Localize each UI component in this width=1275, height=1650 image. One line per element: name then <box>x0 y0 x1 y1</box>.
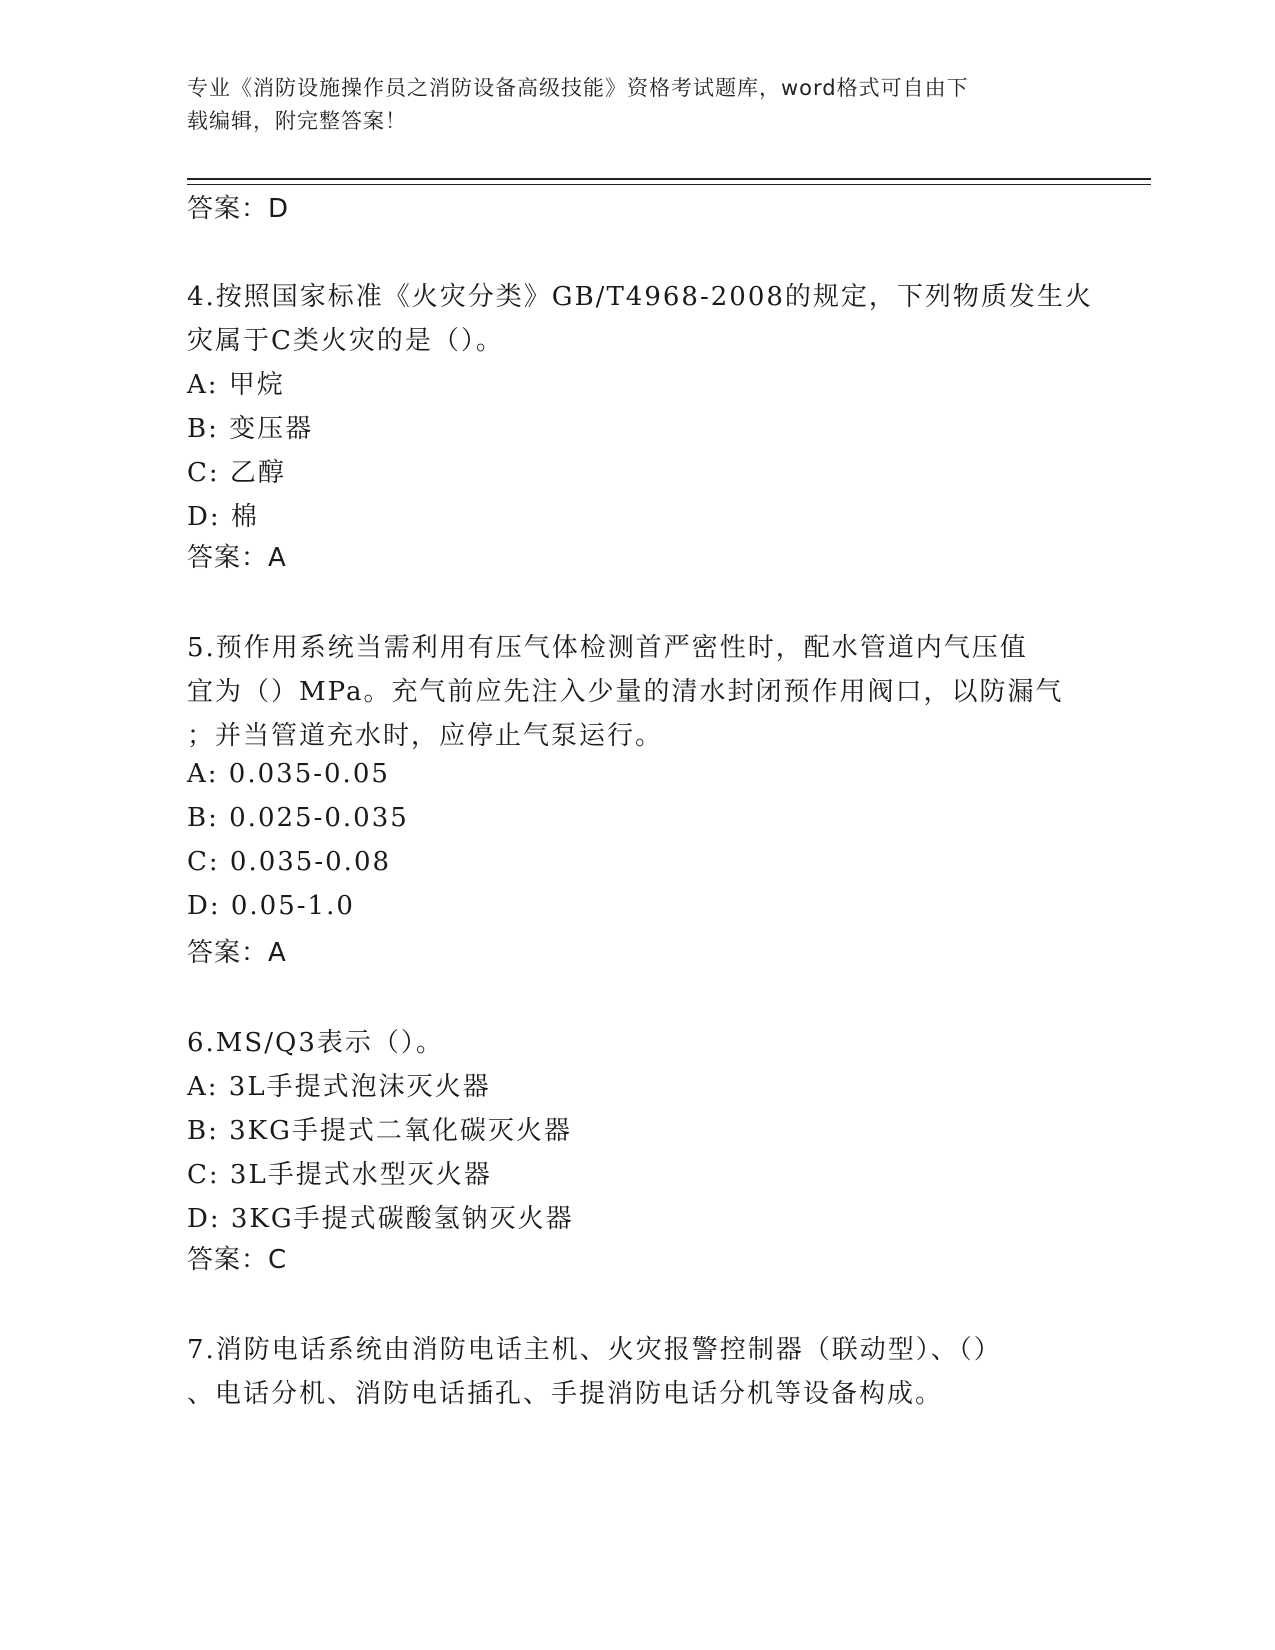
option-a: A: 甲烷 <box>187 370 285 400</box>
answer-line: 答案：C <box>187 1245 288 1275</box>
option-c: C: 3L手提式水型灭火器 <box>187 1160 492 1190</box>
question-text: 5.预作用系统当需利用有压气体检测首严密性时，配水管道内气压值 <box>187 633 1028 663</box>
option-d: D: 3KG手提式碳酸氢钠灭火器 <box>187 1204 574 1234</box>
answer-line: 答案：D <box>187 194 290 224</box>
question-text: 6.MS/Q3表示（）。 <box>187 1028 444 1058</box>
question-text: 4.按照国家标准《火灾分类》GB/T4968-2008的规定，下列物质发生火 <box>187 282 1093 312</box>
question-text: ；并当管道充水时，应停止气泵运行。 <box>187 721 664 751</box>
answer-line: 答案：A <box>187 543 287 573</box>
header-line: 载编辑，附完整答案！ <box>187 109 407 133</box>
option-a: A: 0.035-0.05 <box>187 759 390 789</box>
question-text: 灾属于C类火灾的是（）。 <box>187 326 504 356</box>
header-line: 专业《消防设施操作员之消防设备高级技能》资格考试题库，word格式可自由下 <box>187 76 969 100</box>
option-c: C: 乙醇 <box>187 458 286 488</box>
question-text: 7.消防电话系统由消防电话主机、火灾报警控制器（联动型）、（） <box>187 1335 1002 1365</box>
option-d: D: 棉 <box>187 502 259 532</box>
option-b: B: 3KG手提式二氧化碳灭火器 <box>187 1116 572 1146</box>
header-divider-thin <box>187 184 1151 185</box>
option-d: D: 0.05-1.0 <box>187 891 355 921</box>
question-text: 宜为（）MPa。充气前应先注入少量的清水封闭预作用阀口，以防漏气 <box>187 677 1064 707</box>
header-divider <box>187 178 1151 180</box>
option-b: B: 0.025-0.035 <box>187 803 409 833</box>
option-a: A: 3L手提式泡沫灭火器 <box>187 1072 491 1102</box>
answer-line: 答案：A <box>187 938 287 968</box>
option-b: B: 变压器 <box>187 414 314 444</box>
question-text: 、电话分机、消防电话插孔、手提消防电话分机等设备构成。 <box>187 1379 944 1409</box>
option-c: C: 0.035-0.08 <box>187 847 392 877</box>
header-text <box>187 72 1087 138</box>
